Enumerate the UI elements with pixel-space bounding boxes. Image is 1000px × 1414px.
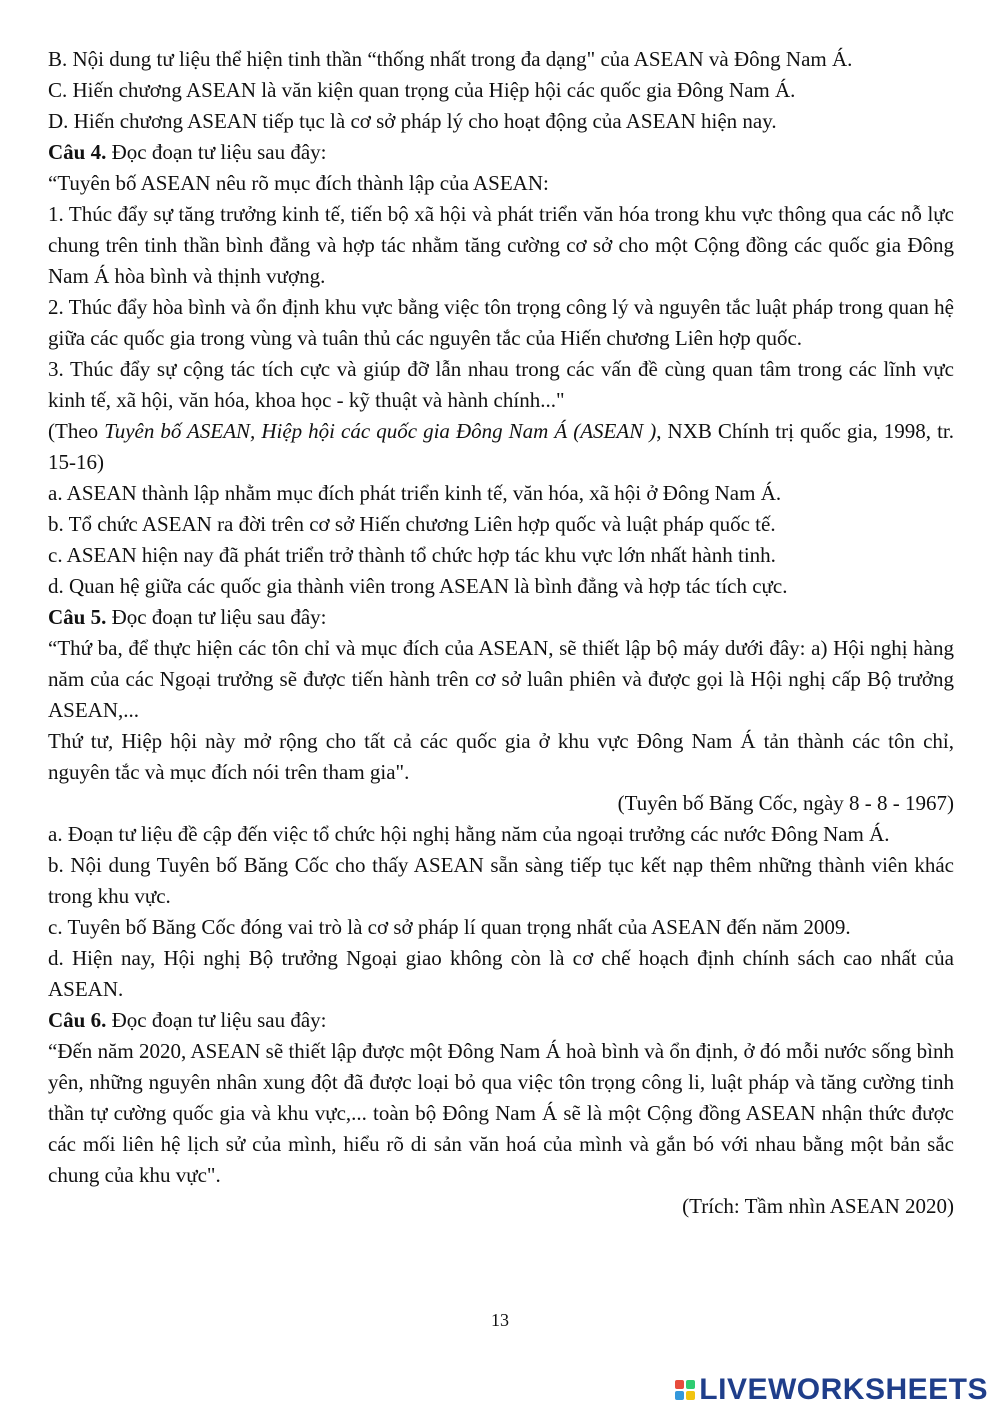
question-6-heading bbox=[48, 1005, 954, 1036]
question-5-statement-b: b. Nội dung Tuyên bố Băng Cốc cho thấy ASEAN sẵn sàng tiếp tục kết nạp thêm những thành viên khác trong khu vực. bbox=[48, 853, 954, 908]
option-b: B. Nội dung tư liệu thể hiện tinh thần “thống nhất trong đa dạng" của ASEAN và Đông Nam Á. bbox=[48, 47, 853, 71]
question-6-intro: Đọc đoạn tư liệu sau đây: bbox=[106, 1008, 327, 1032]
question-4-paragraph-3: 3. Thúc đẩy sự cộng tác tích cực và giúp đỡ lẫn nhau trong các vấn đề cùng quan tâm trong các lĩnh vực kinh tế, xã hội, văn hóa, khoa học - kỹ thuật và hành chính..." bbox=[48, 357, 954, 412]
question-6-label: Câu 6. bbox=[48, 1008, 107, 1032]
question-4-intro: Đọc đoạn tư liệu sau đây: bbox=[106, 140, 327, 164]
option-c: C. Hiến chương ASEAN là văn kiện quan trọng của Hiệp hội các quốc gia Đông Nam Á. bbox=[48, 78, 796, 102]
question-5-label: Câu 5. bbox=[48, 605, 107, 629]
question-5-statement-d: d. Hiện nay, Hội nghị Bộ trưởng Ngoại giao không còn là cơ chế hoạch định chính sách cao nhất của ASEAN. bbox=[48, 946, 954, 1001]
liveworksheets-logo bbox=[675, 1373, 988, 1407]
question-4-quote-open: “Tuyên bố ASEAN nêu rõ mục đích thành lập của ASEAN: bbox=[48, 171, 549, 195]
question-5-intro: Đọc đoạn tư liệu sau đây: bbox=[106, 605, 327, 629]
question-6-source: (Trích: Tầm nhìn ASEAN 2020) bbox=[682, 1194, 954, 1218]
source-suffix: , NXB Chính trị quốc gia, 1998, tr. 15-16) bbox=[48, 419, 954, 474]
question-5-paragraph-2: Thứ tư, Hiệp hội này mở rộng cho tất cả các quốc gia ở khu vực Đông Nam Á tản thành các tôn chỉ, nguyên tắc và mục đích nói trên tham gia". bbox=[48, 729, 954, 784]
document-page bbox=[48, 44, 954, 1222]
question-6-paragraph-1: “Đến năm 2020, ASEAN sẽ thiết lập được một Đông Nam Á hoà bình và ổn định, ở đó mỗi nước sống bình yên, những nguyên nhân xung đột đã được loại bỏ qua việc tôn trọng công li, luật pháp và tăng cường tinh thần tự cường quốc gia và khu vực,... toàn bộ Đông Nam Á sẽ là một Cộng đồng ASEAN nhận thức được các mối liên hệ lịch sử của mình, hiểu rõ di sản văn hoá của mình và gắn bó với nhau bằng một bản sắc chung của khu vực". bbox=[48, 1039, 954, 1187]
question-4-statement-c: c. ASEAN hiện nay đã phát triển trở thành tổ chức hợp tác khu vực lớn nhất hành tinh. bbox=[48, 543, 776, 567]
logo-square-2 bbox=[686, 1380, 695, 1389]
page-number: 13 bbox=[491, 1310, 509, 1330]
question-5-source: (Tuyên bố Băng Cốc, ngày 8 - 8 - 1967) bbox=[617, 791, 954, 815]
brand-name: LIVEWORKSHEETS bbox=[699, 1373, 988, 1406]
question-4-source bbox=[48, 416, 954, 478]
question-4-label: Câu 4. bbox=[48, 140, 107, 164]
question-5-paragraph-1: “Thứ ba, để thực hiện các tôn chỉ và mục đích của ASEAN, sẽ thiết lập bộ máy dưới đây: a) Hội nghị hàng năm của các Ngoại trưởng sẽ được tiến hành trên cơ sở luân phiên và được gọi là Hội nghị cấp Bộ trưởng ASEAN,... bbox=[48, 636, 954, 722]
question-4-paragraph-1: 1. Thúc đẩy sự tăng trưởng kinh tế, tiến bộ xã hội và phát triển văn hóa trong khu vực thông qua các nỗ lực chung trên tinh thần bình đẳng và hợp tác nhằm tăng cường cơ sở cho một Cộng đồng các quốc gia Đông Nam Á hòa bình và thịnh vượng. bbox=[48, 202, 954, 288]
question-4-statement-d: d. Quan hệ giữa các quốc gia thành viên trong ASEAN là bình đẳng và hợp tác tích cực. bbox=[48, 574, 788, 598]
logo-square-1 bbox=[675, 1380, 684, 1389]
question-4-heading bbox=[48, 137, 954, 168]
logo-square-4 bbox=[686, 1391, 695, 1400]
question-4-paragraph-2: 2. Thúc đẩy hòa bình và ổn định khu vực bằng việc tôn trọng công lý và nguyên tắc luật pháp trong quan hệ giữa các quốc gia trong vùng và tuân thủ các nguyên tắc của Hiến chương Liên hợp quốc. bbox=[48, 295, 954, 350]
question-5-heading bbox=[48, 602, 954, 633]
source-prefix: (Theo bbox=[48, 419, 105, 443]
brand-logo-icon bbox=[675, 1380, 695, 1400]
logo-square-3 bbox=[675, 1391, 684, 1400]
question-5-statement-a: a. Đoạn tư liệu đề cập đến việc tổ chức hội nghị hằng năm của ngoại trưởng các nước Đông Nam Á. bbox=[48, 822, 890, 846]
source-title: Tuyên bố ASEAN, Hiệp hội các quốc gia Đông Nam Á (ASEAN ) bbox=[104, 419, 657, 443]
option-d: D. Hiến chương ASEAN tiếp tục là cơ sở pháp lý cho hoạt động của ASEAN hiện nay. bbox=[48, 109, 777, 133]
question-5-statement-c: c. Tuyên bố Băng Cốc đóng vai trò là cơ sở pháp lí quan trọng nhất của ASEAN đến năm 2009. bbox=[48, 915, 851, 939]
question-4-statement-a: a. ASEAN thành lập nhằm mục đích phát triển kinh tế, văn hóa, xã hội ở Đông Nam Á. bbox=[48, 481, 782, 505]
question-4-statement-b: b. Tổ chức ASEAN ra đời trên cơ sở Hiến chương Liên hợp quốc và luật pháp quốc tế. bbox=[48, 512, 776, 536]
